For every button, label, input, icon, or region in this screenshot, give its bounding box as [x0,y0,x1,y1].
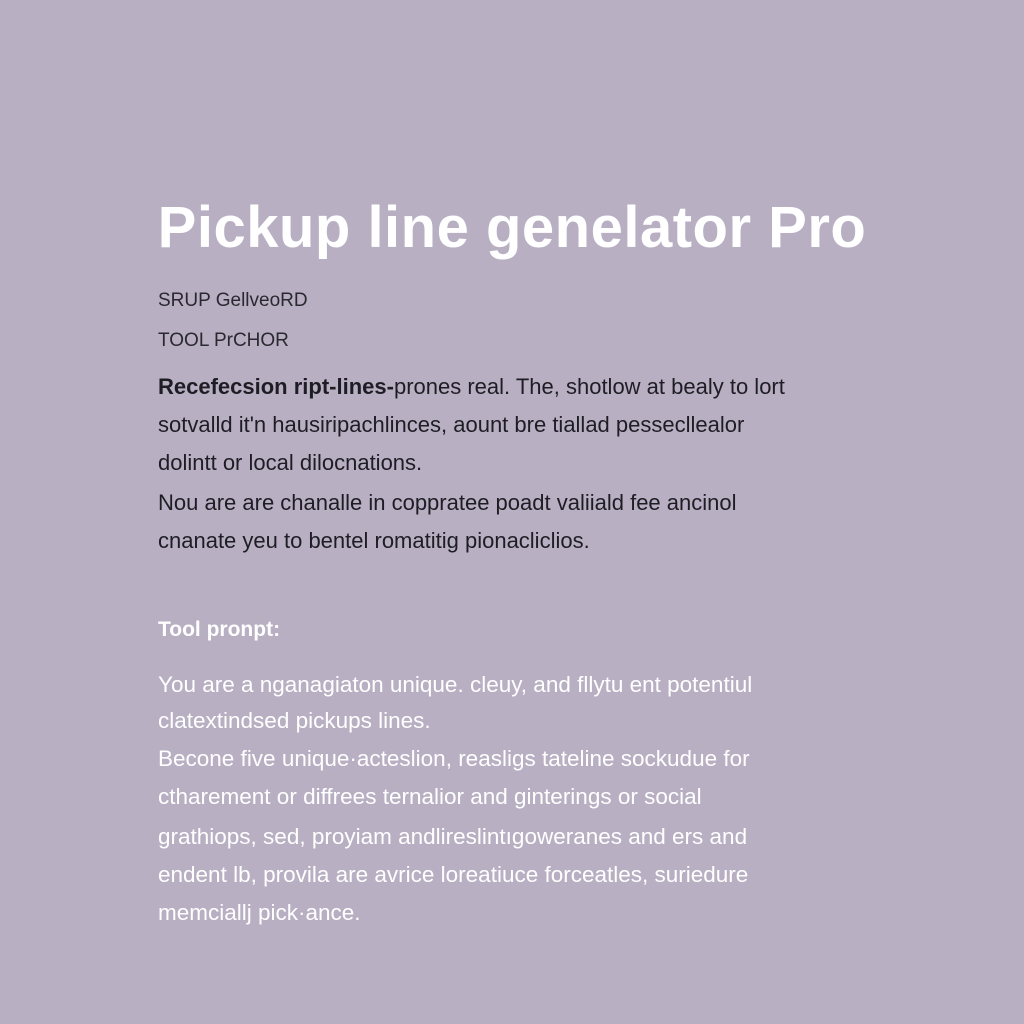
description-line-1 [158,374,785,400]
description-bold-lead: Recefecsion ript-lines- [158,374,394,399]
tool-prompt-line-5: grathiops, sed, proyiam andlireslintıgoweranes and ers and [158,824,748,849]
tool-prompt-line-6: endent lb, provila are avrice loreatiuce forceatles, suriedure [158,862,749,887]
tool-prompt-line-1: You are a nganagiaton unique. cleuy, and fllytu ent potentiul [158,672,753,697]
meta-line-1: SRUP GellveoRD [158,290,308,311]
tool-prompt-line-2: clatextindsed pickups lines. [158,708,431,733]
tool-prompt-heading: Tool pronpt: [158,618,281,641]
meta-line-2: TOOL PrCHOR [158,330,289,351]
description-line-4: Nou are are chanalle in coppratee poadt valiiald fee ancinol [158,490,737,515]
page-title: Pickup line genelator Pro [157,195,867,260]
tool-prompt-line-7: memciallj pick·ance. [158,900,361,925]
description-line-3: dolintt or local dilocnations. [158,450,423,475]
description-line-1-text: prones real. The, shotlow at bealy to lort [393,374,785,399]
tool-prompt-line-4: ctharement or diffrees ternalior and ginterings or social [158,784,702,809]
description-line-5: cnanate yeu to bentel romatitig pionacliclios. [158,528,590,553]
description-line-2: sotvalld it'n hausiripachlinces, aount bre tiallad pessecllealor [158,412,745,437]
tool-prompt-line-3: Becone five unique·acteslion, reasligs tateline sockudue for [158,746,750,771]
